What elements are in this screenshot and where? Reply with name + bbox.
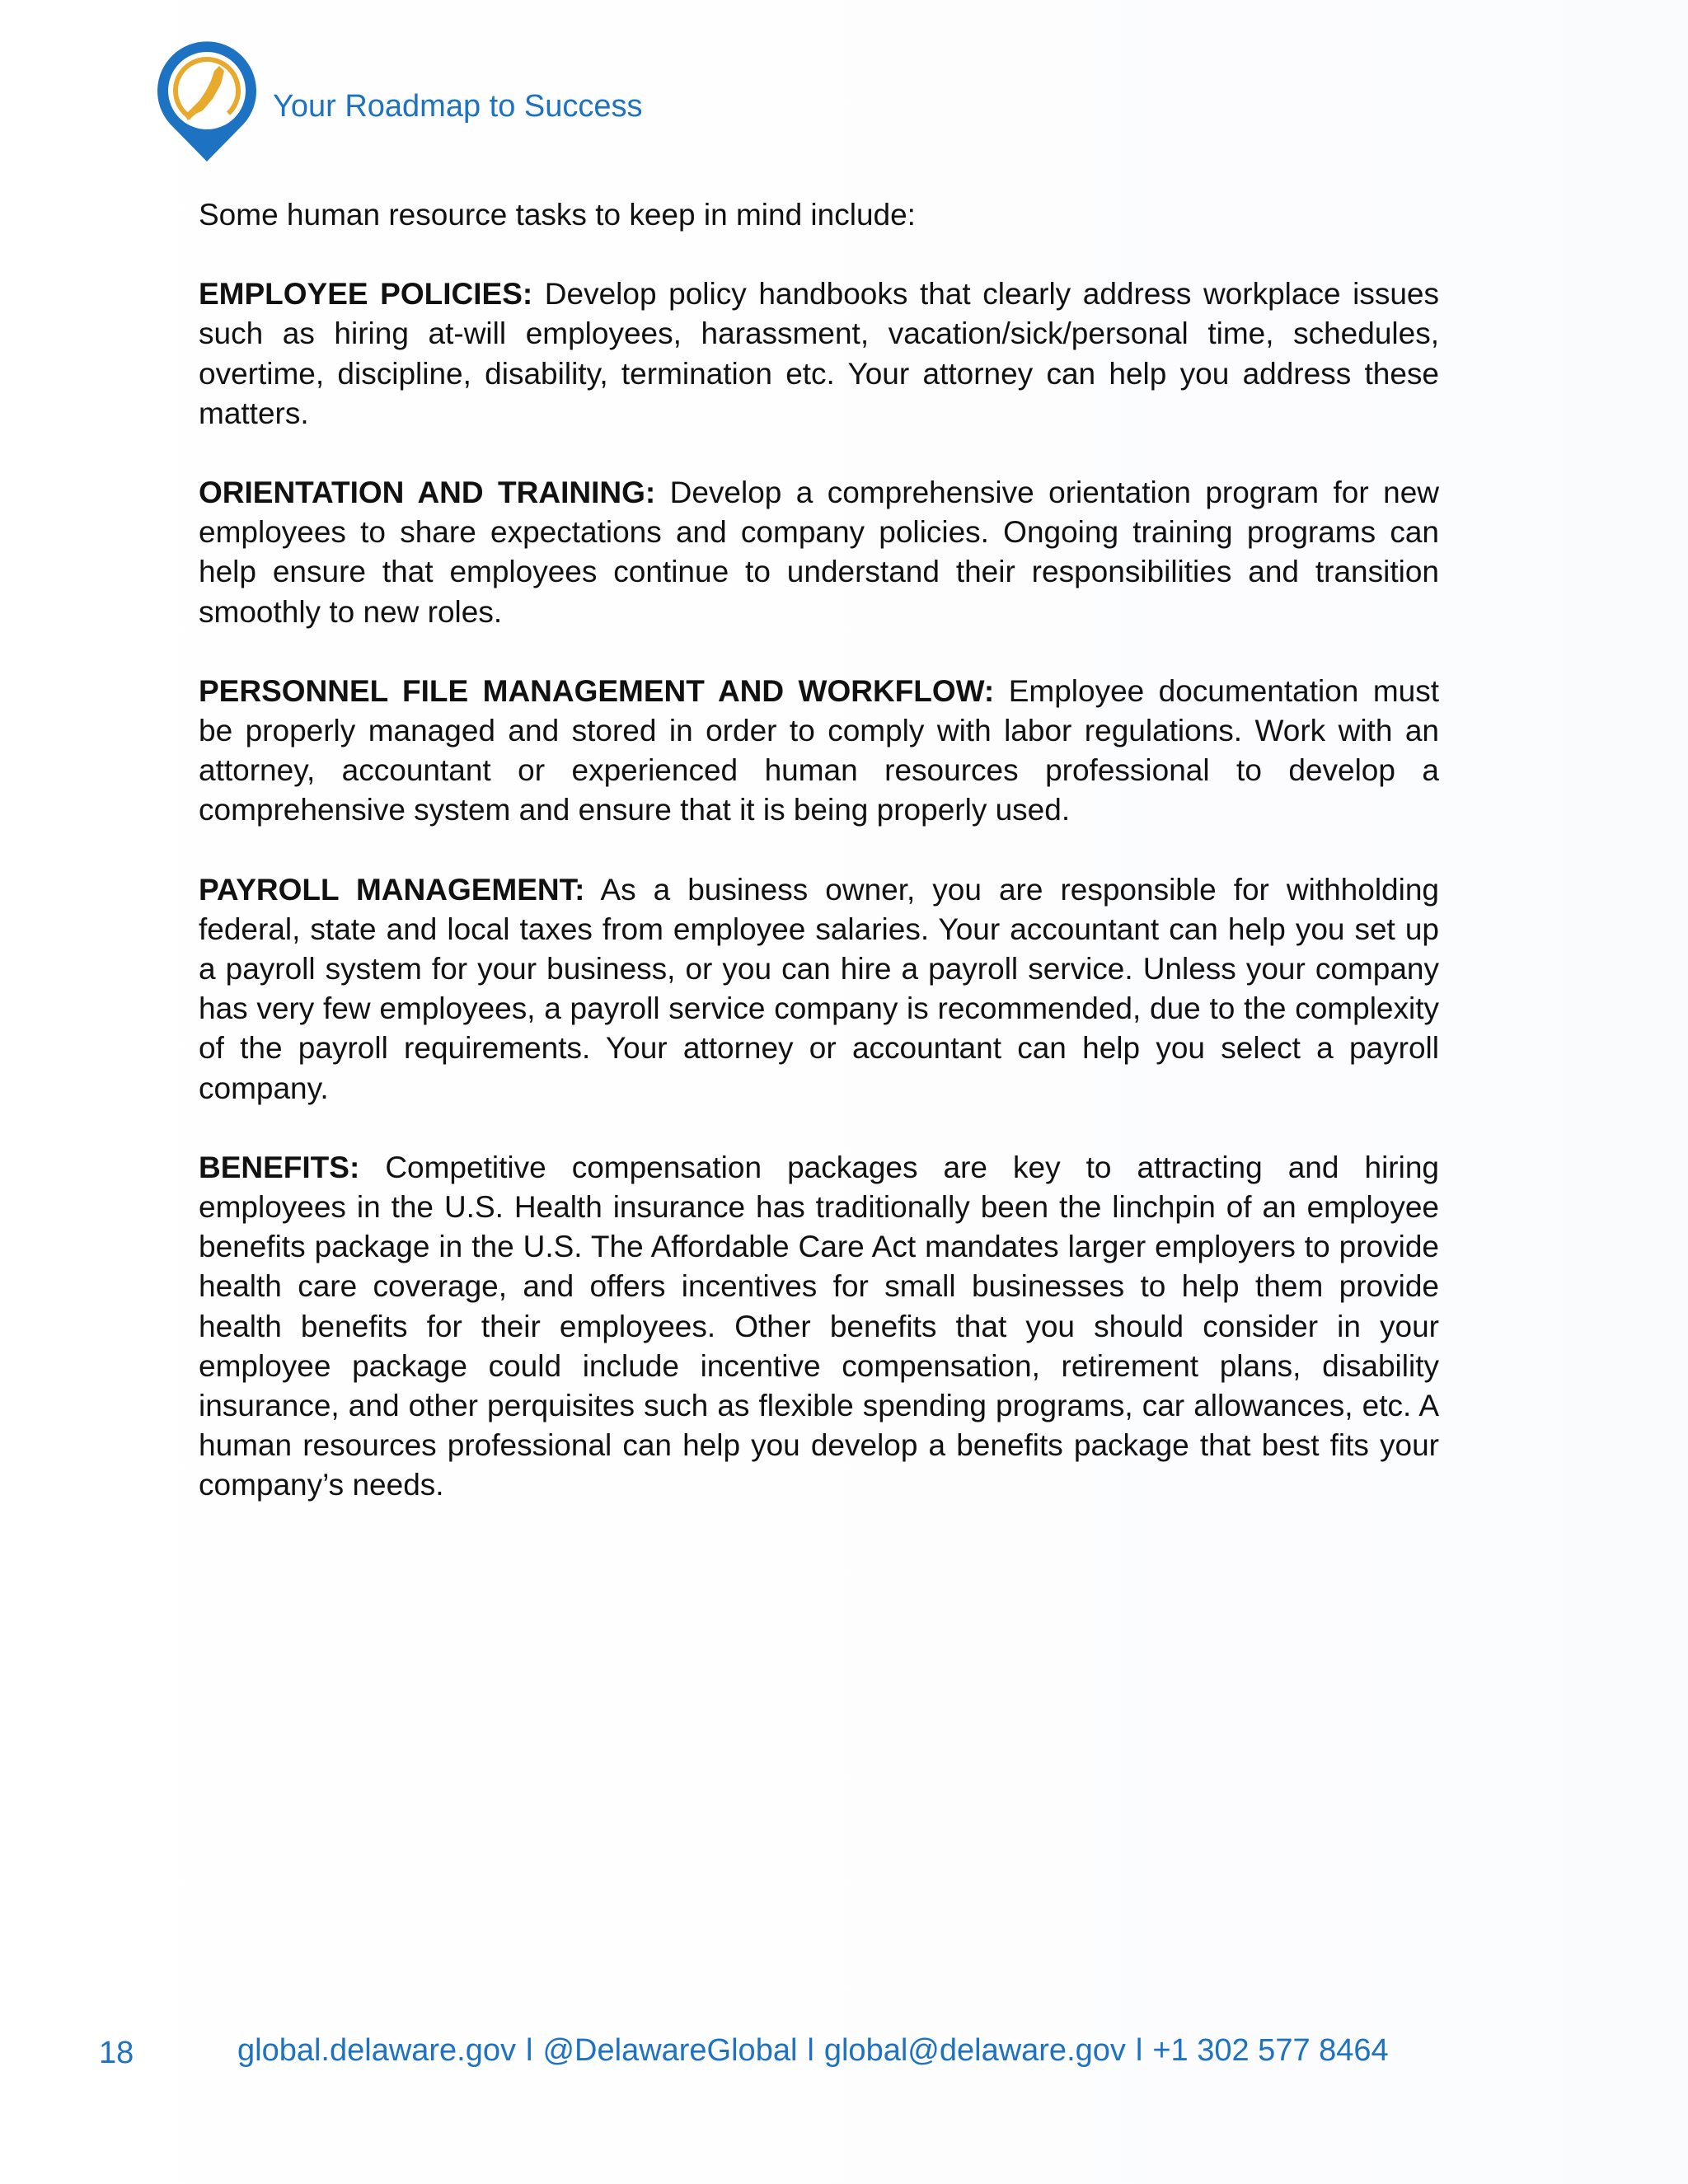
- section-heading: PAYROLL MANAGEMENT:: [199, 872, 585, 907]
- section-personnel-file-management: [199, 672, 1439, 831]
- section-benefits: [199, 1148, 1439, 1506]
- section-body: Develop a comprehensive orientation program for new employees to share expectations and company policies. Ongoing training programs can help ensure that employees continue to understand their responsibilities and transition smoothly to new roles.: [199, 476, 1440, 629]
- footer-separator: l: [1135, 2033, 1143, 2068]
- footer-separator: l: [807, 2033, 814, 2068]
- section-employee-policies: [199, 274, 1439, 434]
- section-body: Develop policy handbooks that clearly address workplace issues such as hiring at-will employees, harassment, vacation/sick/personal time, schedules, overtime, discipline, disability, termination etc. Your attorney can help you address these matters.: [199, 277, 1439, 430]
- section-body: Competitive compensation packages are key to attracting and hiring employees in the U.S. Health insurance has traditionally been the linchpin of an employee benefits package in the U.S. The Affordable Care Act mandates larger employers to provide health care coverage, and offers incentives for small businesses to help them provide health benefits for their employees. Other benefits that you should consider in your employee package could include incentive compensation, retirement plans, disability insurance, and other perquisites such as flexible spending programs, car allowances, etc. A human resources professional can help you develop a benefits package that best fits your company’s needs.: [199, 1150, 1439, 1502]
- footer-separator: l: [526, 2033, 533, 2068]
- footer-social-handle[interactable]: @DelawareGlobal: [542, 2033, 798, 2068]
- page-header: [155, 41, 897, 165]
- section-heading: ORIENTATION AND TRAINING:: [199, 476, 656, 510]
- section-heading: PERSONNEL FILE MANAGEMENT AND WORKFLOW:: [199, 673, 995, 708]
- section-heading: EMPLOYEE POLICIES:: [199, 277, 533, 312]
- delaware-map-pin-icon: [155, 41, 259, 163]
- intro-text: Some human resource tasks to keep in mind include:: [199, 198, 916, 232]
- page-number: 18: [99, 2036, 134, 2070]
- section-body: Employee documentation must be properly managed and stored in order to comply with labor regulations. Work with an attorney, accountant or experienced human resources professional to develop a comprehensive system and ensure that it is being properly used.: [199, 673, 1439, 827]
- document-body: [199, 195, 1439, 1545]
- header-title: Your Roadmap to Success: [273, 89, 643, 124]
- footer-email-link[interactable]: global@delaware.gov: [823, 2033, 1126, 2068]
- section-orientation-training: [199, 473, 1439, 632]
- section-body: As a business owner, you are responsible for withholding federal, state and local taxes from employee salaries. Your accountant can help you set up a payroll system for your business, or you can hire a payroll service. Unless your company has very few employees, a payroll service company is recommended, due to the complexity of the payroll requirements. Your attorney or accountant can help you select a payroll company.: [199, 872, 1440, 1105]
- footer-website-link[interactable]: global.delaware.gov: [237, 2033, 517, 2068]
- section-payroll-management: [199, 870, 1439, 1108]
- footer-phone-number[interactable]: +1 302 577 8464: [1152, 2033, 1389, 2068]
- section-heading: BENEFITS:: [199, 1150, 360, 1184]
- footer-contact-bar: [237, 2033, 1389, 2069]
